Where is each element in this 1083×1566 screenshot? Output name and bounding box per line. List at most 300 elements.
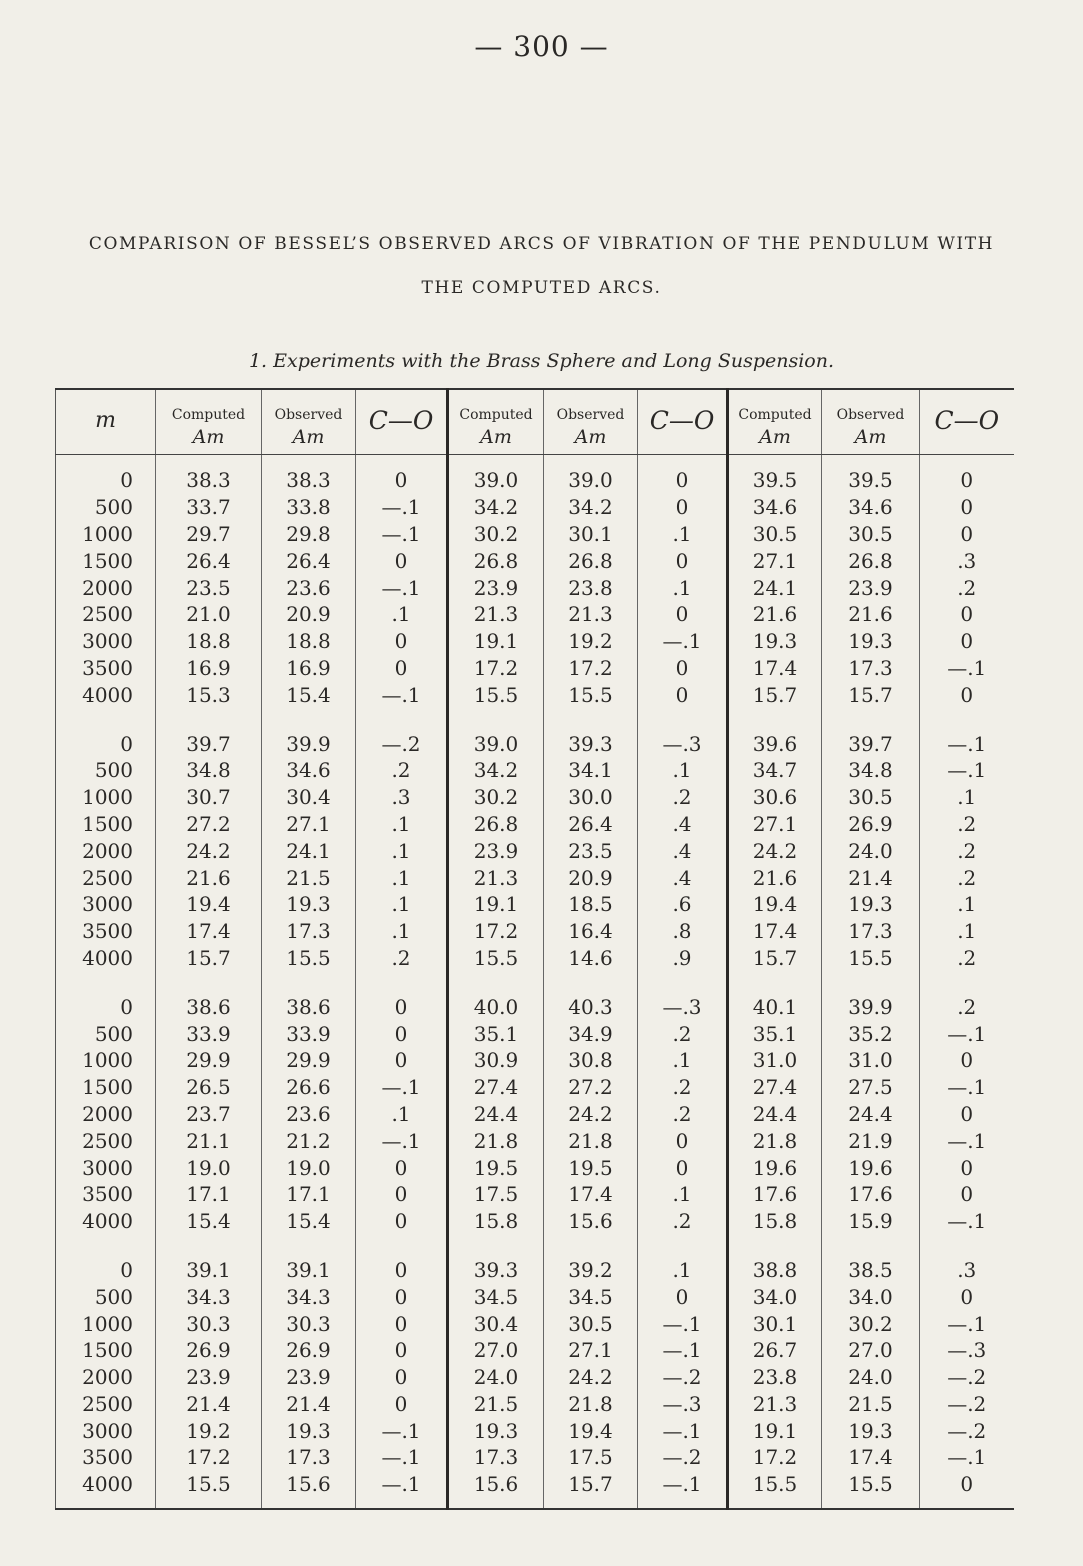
table-row (56, 1047, 1014, 1074)
cell-observed-1: 33.8 (262, 494, 356, 521)
cell-co-2: 0 (638, 547, 728, 574)
cell-co-3: —.1 (947, 1311, 987, 1336)
cell-co-3: .2 (957, 838, 977, 863)
cell-co-2: —.2 (638, 1364, 728, 1391)
cell-computed-1: 27.2 (156, 811, 262, 838)
cell-co-2: 0 (638, 1127, 728, 1154)
header-c-minus-o-1: C—O (356, 389, 448, 455)
cell-computed-1: 23.5 (156, 574, 262, 601)
cell-co-2: —.3 (638, 1391, 728, 1418)
cell-co-1: 0 (356, 1337, 448, 1364)
cell-computed-3: 27.4 (728, 1074, 822, 1101)
cell-co-2: .1 (638, 574, 728, 601)
cell-computed-3: 21.8 (728, 1127, 822, 1154)
cell-co-3: 0 (960, 1048, 974, 1073)
cell-m: 1500 (56, 1337, 156, 1364)
cell-computed-2: 21.3 (448, 864, 544, 891)
cell-observed-1: 15.5 (262, 945, 356, 982)
table-row (56, 1283, 1014, 1310)
cell-observed-3: 26.8 (822, 547, 920, 574)
cell-observed-1: 29.9 (262, 1047, 356, 1074)
table-row (56, 1208, 1014, 1245)
cell-co-1: 0 (356, 1020, 448, 1047)
cell-computed-3: 15.8 (728, 1208, 822, 1245)
cell-co-1: 0 (356, 1154, 448, 1181)
table-row (56, 1074, 1014, 1101)
cell-computed-2: 26.8 (448, 547, 544, 574)
cell-co-3: —.1 (947, 1075, 987, 1100)
cell-computed-2: 30.2 (448, 784, 544, 811)
cell-computed-2: 19.5 (448, 1154, 544, 1181)
table-row (56, 681, 1014, 718)
cell-computed-3: 19.6 (728, 1154, 822, 1181)
cell-m: 3000 (56, 891, 156, 918)
header-computed-2 (448, 389, 544, 455)
cell-computed-1: 30.3 (156, 1310, 262, 1337)
cell-m: 3000 (56, 1417, 156, 1444)
cell-computed-2: 17.2 (448, 655, 544, 682)
table-row (56, 1471, 1014, 1509)
cell-m: 4000 (56, 1208, 156, 1245)
cell-computed-2: 21.3 (448, 601, 544, 628)
cell-observed-1: 17.1 (262, 1181, 356, 1208)
cell-observed-2: 17.2 (544, 655, 638, 682)
header-observed-label: Observed (556, 407, 625, 423)
cell-m: 2500 (56, 1127, 156, 1154)
cell-computed-1: 26.4 (156, 547, 262, 574)
cell-co-3: —.2 (947, 1391, 987, 1416)
cell-computed-2: 17.5 (448, 1181, 544, 1208)
cell-co-2: —.1 (638, 1471, 728, 1509)
cell-observed-3: 21.5 (822, 1391, 920, 1418)
cell-computed-1: 21.6 (156, 864, 262, 891)
cell-co-1: .1 (356, 1101, 448, 1128)
cell-observed-2: 19.2 (544, 628, 638, 655)
cell-co-2: .4 (638, 837, 728, 864)
cell-co-3: 0 (960, 1101, 974, 1126)
cell-co-3: .2 (957, 811, 977, 836)
cell-observed-2: 39.2 (544, 1245, 638, 1284)
cell-observed-3: 39.5 (822, 455, 920, 494)
table-row (56, 1127, 1014, 1154)
cell-computed-3: 31.0 (728, 1047, 822, 1074)
cell-co-3: 0 (960, 1155, 974, 1180)
cell-m: 1500 (56, 811, 156, 838)
cell-computed-1: 39.1 (156, 1245, 262, 1284)
cell-co-2: —.1 (638, 1417, 728, 1444)
cell-observed-1: 30.4 (262, 784, 356, 811)
cell-computed-1: 34.3 (156, 1283, 262, 1310)
cell-m: 3500 (56, 918, 156, 945)
cell-co-1: .1 (356, 864, 448, 891)
cell-observed-3: 35.2 (822, 1020, 920, 1047)
cell-computed-2: 26.8 (448, 811, 544, 838)
cell-co-2: —.1 (638, 1337, 728, 1364)
cell-observed-2: 18.5 (544, 891, 638, 918)
cell-observed-3: 15.5 (822, 945, 920, 982)
cell-computed-3: 35.1 (728, 1020, 822, 1047)
table-row (56, 601, 1014, 628)
cell-observed-3: 38.5 (822, 1245, 920, 1284)
cell-computed-1: 33.7 (156, 494, 262, 521)
cell-observed-2: 15.6 (544, 1208, 638, 1245)
header-am-label: Am (759, 426, 791, 448)
cell-m: 2500 (56, 1391, 156, 1418)
page-title (64, 222, 1019, 310)
cell-observed-3: 15.7 (822, 681, 920, 718)
cell-computed-3: 17.6 (728, 1181, 822, 1208)
header-c-minus-o-3: C—O (920, 389, 1014, 455)
table-row (56, 1245, 1014, 1284)
cell-m: 2000 (56, 837, 156, 864)
cell-observed-2: 39.3 (544, 718, 638, 757)
cell-observed-3: 24.0 (822, 1364, 920, 1391)
cell-m: 3500 (56, 1181, 156, 1208)
cell-observed-1: 15.6 (262, 1471, 356, 1509)
cell-observed-2: 19.5 (544, 1154, 638, 1181)
cell-observed-2: 21.8 (544, 1127, 638, 1154)
cell-m: 3500 (56, 1444, 156, 1471)
cell-co-1: 0 (356, 547, 448, 574)
cell-computed-2: 15.5 (448, 945, 544, 982)
cell-computed-1: 15.4 (156, 1208, 262, 1245)
cell-observed-3: 27.5 (822, 1074, 920, 1101)
cell-co-1: 0 (356, 655, 448, 682)
cell-computed-3: 19.3 (728, 628, 822, 655)
cell-m: 1000 (56, 521, 156, 548)
cell-observed-2: 17.5 (544, 1444, 638, 1471)
cell-co-2: 0 (638, 455, 728, 494)
cell-m: 500 (56, 1020, 156, 1047)
cell-observed-2: 17.4 (544, 1181, 638, 1208)
header-am-label: Am (854, 426, 887, 448)
cell-computed-2: 15.8 (448, 1208, 544, 1245)
cell-m: 0 (56, 981, 156, 1020)
cell-m: 0 (56, 718, 156, 757)
cell-computed-1: 26.5 (156, 1074, 262, 1101)
cell-computed-3: 24.2 (728, 837, 822, 864)
cell-co-1: —.2 (356, 718, 448, 757)
cell-co-1: 0 (356, 1181, 448, 1208)
header-computed-label: Computed (171, 407, 246, 423)
cell-co-1: 0 (356, 1208, 448, 1245)
cell-co-1: 0 (356, 1283, 448, 1310)
cell-co-3: .2 (957, 994, 977, 1019)
cell-computed-1: 23.7 (156, 1101, 262, 1128)
cell-observed-1: 23.6 (262, 574, 356, 601)
cell-observed-3: 21.9 (822, 1127, 920, 1154)
cell-co-3: —.3 (947, 1338, 987, 1363)
header-computed-3 (728, 389, 822, 455)
table-row (56, 1391, 1014, 1418)
cell-computed-1: 21.4 (156, 1391, 262, 1418)
cell-observed-1: 27.1 (262, 811, 356, 838)
cell-co-1: 0 (356, 1391, 448, 1418)
cell-computed-2: 23.9 (448, 574, 544, 601)
cell-observed-2: 34.5 (544, 1283, 638, 1310)
table-row (56, 945, 1014, 982)
cell-observed-2: 15.5 (544, 681, 638, 718)
cell-observed-3: 31.0 (822, 1047, 920, 1074)
cell-m: 1500 (56, 1074, 156, 1101)
cell-computed-1: 19.4 (156, 891, 262, 918)
cell-computed-2: 24.4 (448, 1101, 544, 1128)
cell-observed-3: 17.6 (822, 1181, 920, 1208)
cell-computed-2: 23.9 (448, 837, 544, 864)
cell-observed-2: 16.4 (544, 918, 638, 945)
header-observed-3 (822, 389, 920, 455)
cell-computed-1: 21.1 (156, 1127, 262, 1154)
cell-m: 1000 (56, 1310, 156, 1337)
cell-co-2: —.3 (638, 718, 728, 757)
cell-co-3: .3 (957, 548, 977, 573)
cell-computed-3: 39.6 (728, 718, 822, 757)
cell-co-2: 0 (638, 1154, 728, 1181)
table-row (56, 981, 1014, 1020)
cell-co-1: 0 (356, 981, 448, 1020)
cell-observed-2: 27.2 (544, 1074, 638, 1101)
cell-co-2: —.1 (638, 628, 728, 655)
cell-m: 1000 (56, 784, 156, 811)
cell-observed-3: 30.5 (822, 521, 920, 548)
cell-co-3: 0 (960, 629, 974, 654)
cell-observed-2: 19.4 (544, 1417, 638, 1444)
cell-observed-3: 34.0 (822, 1283, 920, 1310)
cell-observed-2: 21.8 (544, 1391, 638, 1418)
cell-observed-1: 38.6 (262, 981, 356, 1020)
header-observed-2 (544, 389, 638, 455)
table-row (56, 1417, 1014, 1444)
cell-computed-1: 34.8 (156, 757, 262, 784)
page-number: — 300 — (474, 30, 609, 63)
cell-m: 4000 (56, 681, 156, 718)
cell-computed-3: 39.5 (728, 455, 822, 494)
cell-computed-2: 34.2 (448, 494, 544, 521)
cell-observed-1: 33.9 (262, 1020, 356, 1047)
cell-co-3: .3 (957, 1257, 977, 1282)
cell-computed-3: 21.6 (728, 864, 822, 891)
cell-computed-1: 30.7 (156, 784, 262, 811)
cell-co-1: .3 (356, 784, 448, 811)
header-am-label: Am (480, 426, 512, 448)
header-observed-label: Observed (836, 407, 905, 423)
cell-computed-3: 34.7 (728, 757, 822, 784)
cell-co-3: .1 (957, 919, 977, 944)
cell-computed-3: 17.4 (728, 655, 822, 682)
cell-observed-3: 24.0 (822, 837, 920, 864)
cell-observed-2: 21.3 (544, 601, 638, 628)
cell-co-3: 0 (960, 495, 974, 520)
title-line-1: COMPARISON OF BESSEL’S OBSERVED ARCS OF VIBRATION OF THE PENDULUM WITH (88, 234, 995, 254)
cell-co-2: .8 (638, 918, 728, 945)
cell-computed-3: 30.6 (728, 784, 822, 811)
cell-computed-1: 15.5 (156, 1471, 262, 1509)
cell-observed-3: 23.9 (822, 574, 920, 601)
cell-computed-2: 39.0 (448, 718, 544, 757)
table-row (56, 547, 1014, 574)
cell-observed-1: 39.9 (262, 718, 356, 757)
cell-observed-2: 34.1 (544, 757, 638, 784)
cell-m: 2500 (56, 601, 156, 628)
cell-m: 1500 (56, 547, 156, 574)
cell-observed-3: 24.4 (822, 1101, 920, 1128)
cell-computed-3: 23.8 (728, 1364, 822, 1391)
cell-observed-1: 17.3 (262, 918, 356, 945)
table-header (56, 389, 1014, 455)
header-am-label: Am (292, 426, 325, 448)
cell-computed-2: 30.4 (448, 1310, 544, 1337)
cell-observed-1: 21.2 (262, 1127, 356, 1154)
cell-computed-3: 19.1 (728, 1417, 822, 1444)
cell-observed-2: 24.2 (544, 1101, 638, 1128)
cell-m: 2000 (56, 1101, 156, 1128)
cell-co-1: .1 (356, 918, 448, 945)
cell-observed-1: 16.9 (262, 655, 356, 682)
cell-m: 0 (56, 455, 156, 494)
cell-co-2: .2 (638, 1074, 728, 1101)
cell-co-3: 0 (960, 602, 974, 627)
cell-co-3: .2 (957, 865, 977, 890)
cell-co-2: .2 (638, 1020, 728, 1047)
cell-observed-3: 15.9 (822, 1208, 920, 1245)
header-am-label: Am (192, 426, 225, 448)
cell-co-2: .1 (638, 757, 728, 784)
cell-co-3: —.1 (947, 1128, 987, 1153)
cell-computed-3: 30.1 (728, 1310, 822, 1337)
cell-co-2: .2 (638, 1208, 728, 1245)
cell-m: 3500 (56, 655, 156, 682)
cell-observed-2: 20.9 (544, 864, 638, 891)
cell-co-1: —.1 (356, 494, 448, 521)
cell-co-2: .4 (638, 864, 728, 891)
cell-observed-3: 17.3 (822, 918, 920, 945)
table-row (56, 1364, 1014, 1391)
cell-co-2: 0 (638, 601, 728, 628)
cell-co-3: 0 (960, 1182, 974, 1207)
cell-observed-3: 39.7 (822, 718, 920, 757)
cell-co-1: —.1 (356, 1417, 448, 1444)
table-row (56, 918, 1014, 945)
cell-computed-3: 30.5 (728, 521, 822, 548)
cell-co-2: .1 (638, 521, 728, 548)
cell-observed-3: 17.4 (822, 1444, 920, 1471)
cell-m: 4000 (56, 945, 156, 982)
cell-co-1: 0 (356, 1310, 448, 1337)
cell-computed-2: 21.8 (448, 1127, 544, 1154)
table-row (56, 1101, 1014, 1128)
cell-co-2: .1 (638, 1047, 728, 1074)
cell-computed-1: 17.1 (156, 1181, 262, 1208)
cell-m: 500 (56, 494, 156, 521)
cell-computed-2: 34.5 (448, 1283, 544, 1310)
cell-observed-3: 19.3 (822, 1417, 920, 1444)
cell-computed-3: 34.6 (728, 494, 822, 521)
table-row (56, 1310, 1014, 1337)
cell-observed-2: 30.5 (544, 1310, 638, 1337)
cell-computed-1: 39.7 (156, 718, 262, 757)
cell-observed-2: 30.8 (544, 1047, 638, 1074)
cell-m: 2000 (56, 574, 156, 601)
cell-co-1: 0 (356, 1047, 448, 1074)
cell-co-2: .4 (638, 811, 728, 838)
cell-computed-1: 24.2 (156, 837, 262, 864)
cell-observed-3: 19.3 (822, 628, 920, 655)
table-body (56, 455, 1014, 1509)
cell-observed-3: 30.5 (822, 784, 920, 811)
cell-m: 1000 (56, 1047, 156, 1074)
cell-computed-1: 38.3 (156, 455, 262, 494)
cell-m: 500 (56, 1283, 156, 1310)
cell-observed-1: 15.4 (262, 681, 356, 718)
cell-computed-3: 24.1 (728, 574, 822, 601)
cell-observed-1: 24.1 (262, 837, 356, 864)
cell-observed-3: 21.4 (822, 864, 920, 891)
cell-computed-2: 30.9 (448, 1047, 544, 1074)
cell-co-3: .2 (957, 575, 977, 600)
table-row (56, 718, 1014, 757)
cell-observed-1: 38.3 (262, 455, 356, 494)
cell-computed-3: 21.3 (728, 1391, 822, 1418)
cell-computed-1: 29.7 (156, 521, 262, 548)
cell-observed-2: 39.0 (544, 455, 638, 494)
table-row (56, 864, 1014, 891)
cell-co-2: 0 (638, 494, 728, 521)
cell-co-2: .2 (638, 784, 728, 811)
cell-computed-3: 15.5 (728, 1471, 822, 1509)
header-am-label: Am (574, 426, 607, 448)
cell-observed-3: 39.9 (822, 981, 920, 1020)
cell-co-3: 0 (960, 1284, 974, 1309)
table-row (56, 1181, 1014, 1208)
cell-co-3: —.1 (947, 731, 987, 756)
header-observed-1 (262, 389, 356, 455)
cell-observed-2: 26.4 (544, 811, 638, 838)
cell-co-1: 0 (356, 455, 448, 494)
cell-computed-2: 34.2 (448, 757, 544, 784)
cell-co-1: .1 (356, 891, 448, 918)
cell-co-1: —.1 (356, 1074, 448, 1101)
cell-computed-1: 33.9 (156, 1020, 262, 1047)
header-computed-1 (156, 389, 262, 455)
cell-observed-3: 19.3 (822, 891, 920, 918)
table-subtitle: 1. Experiments with the Brass Sphere and Long Suspension. (248, 350, 835, 372)
cell-computed-1: 26.9 (156, 1337, 262, 1364)
cell-co-2: —.2 (638, 1444, 728, 1471)
cell-computed-3: 15.7 (728, 681, 822, 718)
cell-computed-1: 19.2 (156, 1417, 262, 1444)
cell-computed-1: 29.9 (156, 1047, 262, 1074)
cell-computed-2: 15.5 (448, 681, 544, 718)
cell-co-3: 0 (960, 682, 974, 707)
cell-observed-3: 27.0 (822, 1337, 920, 1364)
cell-observed-1: 34.6 (262, 757, 356, 784)
cell-computed-3: 17.2 (728, 1444, 822, 1471)
cell-observed-2: 40.3 (544, 981, 638, 1020)
cell-co-2: —.1 (638, 1310, 728, 1337)
cell-co-2: .9 (638, 945, 728, 982)
cell-co-2: .1 (638, 1245, 728, 1284)
cell-observed-2: 15.7 (544, 1471, 638, 1509)
cell-co-1: —.1 (356, 1127, 448, 1154)
cell-computed-2: 24.0 (448, 1364, 544, 1391)
cell-computed-2: 21.5 (448, 1391, 544, 1418)
cell-co-3: —.2 (947, 1418, 987, 1443)
cell-co-3: —.1 (947, 655, 987, 680)
cell-co-1: —.1 (356, 521, 448, 548)
cell-observed-1: 19.3 (262, 1417, 356, 1444)
cell-observed-1: 15.4 (262, 1208, 356, 1245)
cell-computed-2: 19.1 (448, 891, 544, 918)
